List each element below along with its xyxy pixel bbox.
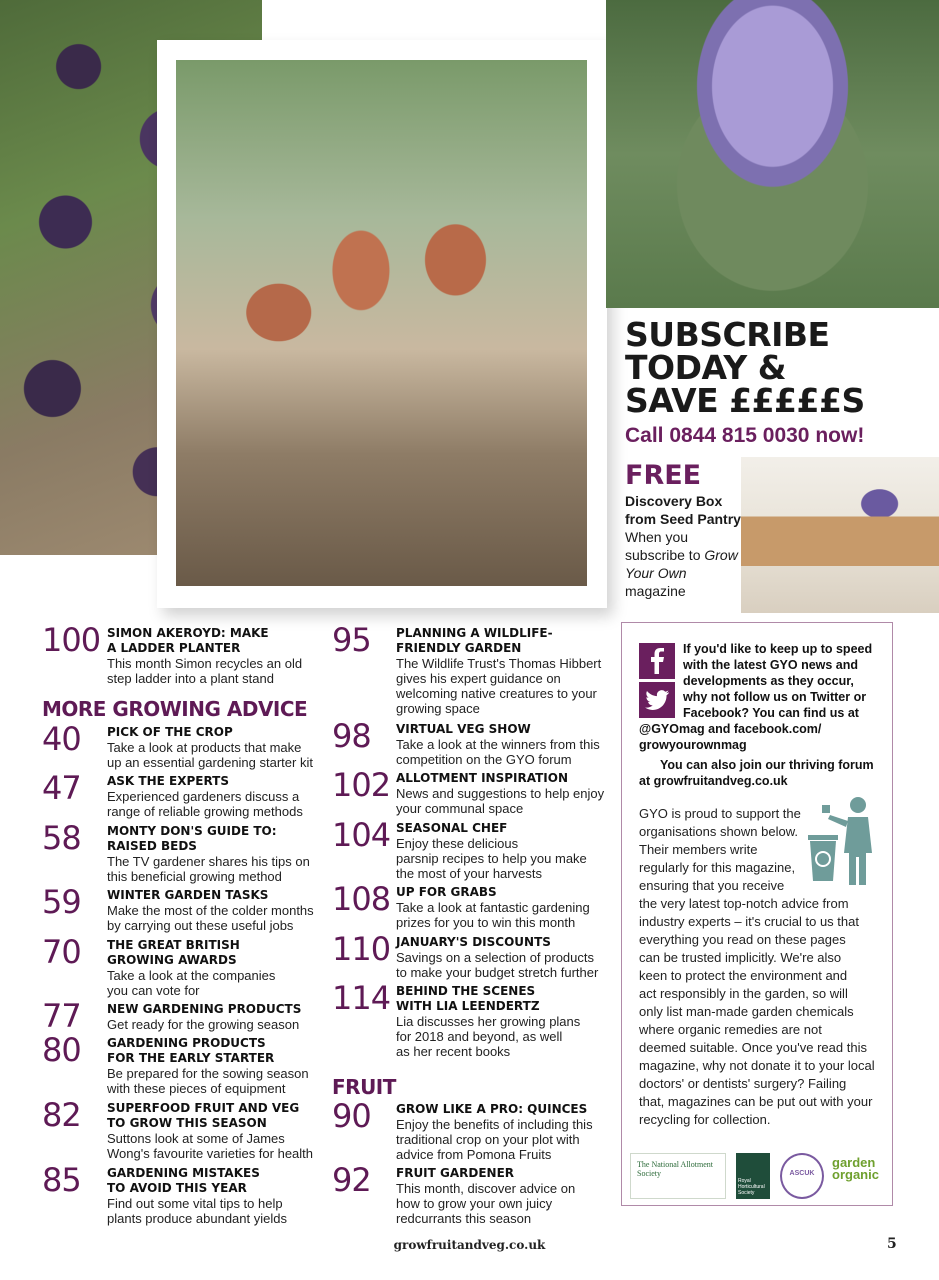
entry-description: Wong's favourite varieties for health bbox=[107, 1146, 314, 1161]
page-number-label[interactable]: 95 bbox=[332, 621, 371, 659]
entry-title[interactable]: ALLOTMENT INSPIRATION bbox=[396, 771, 568, 785]
entry-title[interactable]: VIRTUAL VEG SHOW bbox=[396, 722, 531, 736]
garden-organic-logo bbox=[832, 1153, 884, 1199]
ascuk-logo bbox=[780, 1153, 824, 1199]
entry-description: Find out some vital tips to help bbox=[107, 1196, 283, 1211]
support-text-line: ensuring that you receive bbox=[639, 878, 785, 893]
entry-description: to make your budget stretch further bbox=[396, 965, 599, 980]
support-text-line: keen to protect the environment and bbox=[639, 968, 848, 983]
free-offer-line: Discovery Box bbox=[625, 493, 723, 509]
entry-description: growing space bbox=[396, 701, 480, 716]
subscribe-phone[interactable]: Call 0844 815 0030 now! bbox=[625, 424, 865, 447]
page-number-label[interactable]: 47 bbox=[42, 769, 81, 807]
entry-description: Take a look at the companies bbox=[107, 968, 276, 983]
entry-description: Be prepared for the sowing season bbox=[107, 1066, 309, 1081]
entry-title[interactable]: JANUARY'S DISCOUNTS bbox=[396, 935, 551, 949]
entry-description: Savings on a selection of products bbox=[396, 950, 595, 965]
entry-description: Make the most of the colder months bbox=[107, 903, 314, 918]
support-text-line: organisations shown below. bbox=[639, 824, 798, 839]
headline-line: TODAY & bbox=[625, 348, 787, 387]
social-text-line: You can also join our thriving forum bbox=[660, 758, 874, 772]
entry-description: with these pieces of equipment bbox=[107, 1081, 286, 1096]
entry-title[interactable]: SUPERFOOD FRUIT AND VEG bbox=[107, 1101, 300, 1115]
entry-title[interactable]: GARDENING PRODUCTS bbox=[107, 1036, 266, 1050]
entry-title[interactable]: RAISED BEDS bbox=[107, 839, 197, 853]
recycling-figure-icon bbox=[808, 795, 888, 887]
support-text-line: act responsibly in the garden, so will bbox=[639, 986, 848, 1001]
subscribe-headline bbox=[625, 315, 935, 420]
entry-description: Lia discusses her growing plans bbox=[396, 1014, 581, 1029]
free-offer-title: FREE bbox=[625, 460, 702, 491]
twitter-glyph bbox=[645, 690, 669, 710]
entry-description: Experienced gardeners discuss a bbox=[107, 789, 300, 804]
page-number-label[interactable]: 114 bbox=[332, 979, 391, 1017]
page-number-label[interactable]: 104 bbox=[332, 816, 391, 854]
entry-title[interactable]: A LADDER PLANTER bbox=[107, 641, 241, 655]
entry-title[interactable]: FOR THE EARLY STARTER bbox=[107, 1051, 275, 1065]
entry-title[interactable]: UP FOR GRABS bbox=[396, 885, 497, 899]
entry-title[interactable]: FRIENDLY GARDEN bbox=[396, 641, 522, 655]
social-text-line: growyourownmag bbox=[639, 738, 747, 752]
entry-description: advice from Pomona Fruits bbox=[396, 1147, 552, 1162]
partner-logos bbox=[630, 1153, 884, 1199]
free-offer-desc: When you subscribe to bbox=[625, 529, 701, 563]
page-number-label[interactable]: 110 bbox=[332, 930, 391, 968]
artichoke-flower-photo bbox=[606, 0, 939, 308]
support-text-line: industry experts – it's crucial to us that bbox=[639, 914, 859, 929]
entry-description: for 2018 and beyond, as well bbox=[396, 1029, 563, 1044]
page-number-label[interactable]: 59 bbox=[42, 883, 81, 921]
entry-title[interactable]: PICK OF THE CROP bbox=[107, 725, 233, 739]
entry-description: News and suggestions to help enjoy bbox=[396, 786, 605, 801]
entry-description: Get ready for the growing season bbox=[107, 1017, 300, 1032]
entry-description: Suttons look at some of James bbox=[107, 1131, 285, 1146]
entry-title[interactable]: WITH LIA LEENDERTZ bbox=[396, 999, 540, 1013]
magazine-name: Grow Your Own bbox=[625, 547, 738, 581]
entry-title[interactable]: FRUIT GARDENER bbox=[396, 1166, 515, 1180]
social-text-line: with the latest GYO news and bbox=[683, 658, 859, 672]
social-text-line: Facebook? You can find us at bbox=[683, 706, 859, 720]
entry-description: range of reliable growing methods bbox=[107, 804, 303, 819]
entry-description: traditional crop on your plot with bbox=[396, 1132, 580, 1147]
logo-text: garden organic bbox=[832, 1155, 879, 1182]
logo-text: The National Allotment Society bbox=[637, 1160, 713, 1178]
entry-description: up an essential gardening starter kit bbox=[107, 755, 313, 770]
headline-line: SUBSCRIBE bbox=[625, 315, 830, 354]
page-number-label[interactable]: 90 bbox=[332, 1097, 371, 1135]
free-offer-line: from Seed Pantry bbox=[625, 511, 741, 527]
entry-description: gives his expert guidance on bbox=[396, 671, 561, 686]
support-text-line: where organic remedies are not bbox=[639, 1022, 822, 1037]
free-offer-tail: magazine bbox=[625, 583, 686, 599]
support-text-line: GYO is proud to support the bbox=[639, 806, 801, 821]
entry-description: as her recent books bbox=[396, 1044, 511, 1059]
support-text-line: deemed suitable. Once you've read this bbox=[639, 1040, 867, 1055]
entry-title[interactable]: GROW LIKE A PRO: QUINCES bbox=[396, 1102, 588, 1116]
entry-description: This month, discover advice on bbox=[396, 1181, 576, 1196]
entry-description: Enjoy the benefits of including this bbox=[396, 1117, 593, 1132]
page-number-label[interactable]: 100 bbox=[42, 621, 101, 659]
section-more-growing-advice: MORE GROWING ADVICE bbox=[42, 697, 308, 721]
entry-description: you can vote for bbox=[107, 983, 200, 998]
entry-description: redcurrants this season bbox=[396, 1211, 532, 1226]
facebook-icon[interactable] bbox=[639, 643, 675, 679]
entry-description: prizes for you to win this month bbox=[396, 915, 576, 930]
support-text-line: doctors' or dentists' surgery? Failing bbox=[639, 1076, 847, 1091]
entry-title[interactable]: GARDENING MISTAKES bbox=[107, 1166, 260, 1180]
entry-description: The Wildlife Trust's Thomas Hibbert bbox=[396, 656, 602, 671]
page-number-label[interactable]: 82 bbox=[42, 1096, 81, 1134]
entry-title[interactable]: MONTY DON'S GUIDE TO: bbox=[107, 824, 277, 838]
entry-title[interactable]: ASK THE EXPERTS bbox=[107, 774, 229, 788]
entry-description: The TV gardener shares his tips on bbox=[107, 854, 310, 869]
entry-description: this beneficial growing method bbox=[107, 869, 282, 884]
free-offer-text bbox=[625, 492, 741, 600]
entry-description: welcoming native creatures to your bbox=[396, 686, 597, 701]
support-text-line: only list man-made garden chemicals bbox=[639, 1004, 854, 1019]
footer-url[interactable]: growfruitandveg.co.uk bbox=[393, 1238, 546, 1252]
entry-title[interactable]: BEHIND THE SCENES bbox=[396, 984, 536, 998]
page-number-label[interactable]: 108 bbox=[332, 880, 391, 918]
page-number-label[interactable]: 70 bbox=[42, 933, 81, 971]
rhs-logo bbox=[736, 1153, 770, 1199]
entry-title[interactable]: TO GROW THIS SEASON bbox=[107, 1116, 267, 1130]
support-text-line: the very latest top-notch advice from bbox=[639, 896, 849, 911]
page-number-label[interactable]: 77 bbox=[42, 997, 81, 1035]
info-box bbox=[621, 622, 893, 1206]
social-text-line: If you'd like to keep up to speed bbox=[683, 642, 873, 656]
headline-line: SAVE £££££S bbox=[625, 381, 865, 420]
entry-title[interactable]: THE GREAT BRITISH bbox=[107, 938, 240, 952]
social-text-line: why not follow us on Twitter or bbox=[683, 690, 867, 704]
page-number-label[interactable]: 102 bbox=[332, 766, 391, 804]
discovery-box-photo bbox=[741, 457, 939, 613]
page-number-label[interactable]: 40 bbox=[42, 720, 81, 758]
social-text-line: @GYOmag and facebook.com/ bbox=[639, 722, 822, 736]
national-allotment-society-logo bbox=[630, 1153, 726, 1199]
facebook-glyph bbox=[647, 648, 667, 674]
page-number-label[interactable]: 85 bbox=[42, 1161, 81, 1199]
entry-description: Take a look at fantastic gardening bbox=[396, 900, 590, 915]
support-text-line: that, magazines can be put out with your bbox=[639, 1094, 873, 1109]
entry-title[interactable]: TO AVOID THIS YEAR bbox=[107, 1181, 247, 1195]
support-text-line: everything you read on these pages bbox=[639, 932, 846, 947]
support-text-line: recycling for collection. bbox=[639, 1112, 771, 1127]
page-number-label[interactable]: 80 bbox=[42, 1031, 81, 1069]
page-number-label[interactable]: 92 bbox=[332, 1161, 371, 1199]
entry-description: Enjoy these delicious bbox=[396, 836, 519, 851]
entry-title[interactable]: WINTER GARDEN TASKS bbox=[107, 888, 269, 902]
entry-description: how to grow your own juicy bbox=[396, 1196, 553, 1211]
entry-title[interactable]: GROWING AWARDS bbox=[107, 953, 237, 967]
entry-description: Take a look at the winners from this bbox=[396, 737, 600, 752]
logo-text: ASCUK bbox=[789, 1170, 815, 1177]
entry-title[interactable]: PLANNING A WILDLIFE- bbox=[396, 626, 553, 640]
twitter-icon[interactable] bbox=[639, 682, 675, 718]
entry-title[interactable]: SEASONAL CHEF bbox=[396, 821, 508, 835]
entry-description: by carrying out these useful jobs bbox=[107, 918, 294, 933]
section-fruit: FRUIT bbox=[332, 1075, 396, 1099]
entry-description: Take a look at products that make bbox=[107, 740, 302, 755]
entry-title[interactable]: NEW GARDENING PRODUCTS bbox=[107, 1002, 302, 1016]
entry-description: step ladder into a plant stand bbox=[107, 671, 274, 686]
support-text-line: magazine, why not donate it to your local bbox=[639, 1058, 875, 1073]
entry-description: competition on the GYO forum bbox=[396, 752, 572, 767]
page-number: 5 bbox=[887, 1236, 897, 1252]
entry-title[interactable]: SIMON AKEROYD: MAKE bbox=[107, 626, 269, 640]
entry-description: your communal space bbox=[396, 801, 524, 816]
entry-description: the most of your harvests bbox=[396, 866, 542, 881]
support-text-line: regularly for this magazine, bbox=[639, 860, 796, 875]
support-text-line: Their members write bbox=[639, 842, 758, 857]
page-number-label[interactable]: 58 bbox=[42, 819, 81, 857]
entry-description: This month Simon recycles an old bbox=[107, 656, 303, 671]
logo-text: Royal Horticultural Society bbox=[738, 1178, 765, 1196]
social-text-line: at growfruitandveg.co.uk bbox=[639, 774, 788, 788]
greenhouse-bench-photo bbox=[176, 60, 587, 586]
page-number-label[interactable]: 98 bbox=[332, 717, 371, 755]
support-text-line: can be trusted implicitly. We're also bbox=[639, 950, 842, 965]
social-text-line: developments as they occur, bbox=[683, 674, 854, 688]
entry-description: parsnip recipes to help you make bbox=[396, 851, 587, 866]
entry-description: plants produce abundant yields bbox=[107, 1211, 287, 1226]
